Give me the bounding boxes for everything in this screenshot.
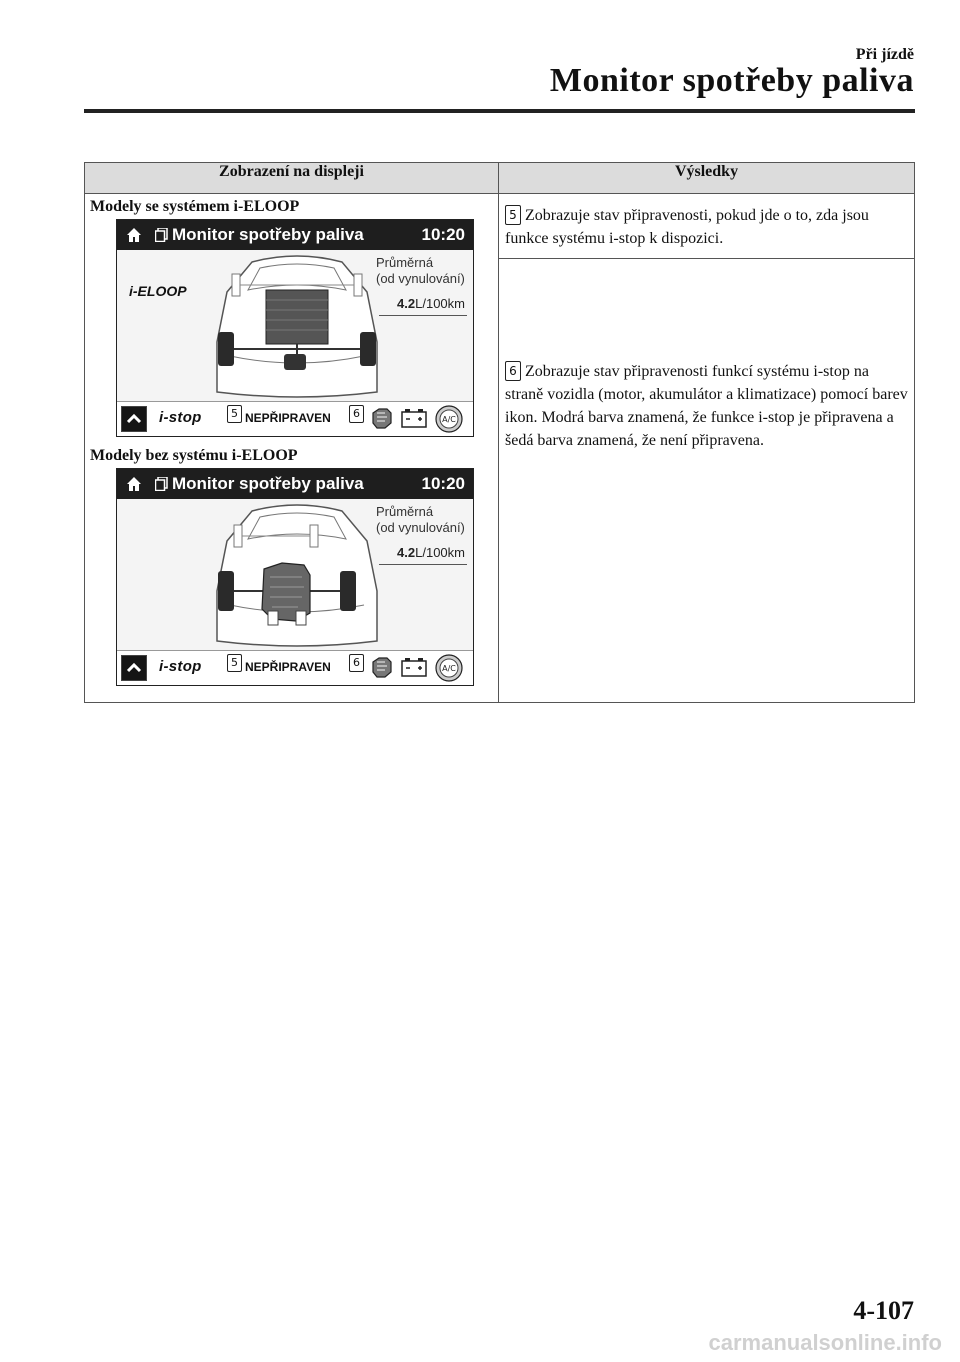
page-title: Monitor spotřeby paliva [549, 62, 914, 99]
average-title: Průměrná [376, 504, 434, 519]
screen-title: Monitor spotřeby paliva [172, 474, 364, 493]
average-label [376, 504, 465, 536]
engine-icon [369, 654, 395, 680]
battery-icon [400, 407, 428, 429]
collapse-button[interactable] [121, 406, 147, 432]
table-header-row [85, 163, 915, 194]
col-header-results: Výsledky [499, 163, 915, 194]
callout-6: 6 [349, 405, 368, 423]
average-title: Průměrná [376, 255, 434, 270]
result-cell-6 [499, 259, 915, 703]
ac-text: A/C [442, 664, 456, 673]
header-rule [84, 109, 915, 113]
average-underline [379, 315, 467, 316]
screen-topbar [117, 469, 473, 499]
average-value [397, 545, 465, 560]
ac-text: A/C [442, 415, 456, 424]
callout-6-label: 6 [505, 361, 521, 381]
average-subtitle: (od vynulování) [376, 271, 465, 286]
display-screen-no-eloop [116, 468, 474, 686]
average-label [376, 255, 465, 287]
istop-status: NEPŘIPRAVEN [245, 411, 331, 425]
battery-icon [400, 656, 428, 678]
istop-label: i-stop [159, 409, 202, 426]
document-icon [155, 477, 168, 491]
average-number: 4.2 [397, 545, 416, 560]
average-number: 4.2 [397, 296, 416, 311]
callout-5: 5 [227, 654, 246, 672]
chevron-up-icon [122, 656, 146, 680]
display-cell [85, 194, 499, 703]
average-value [397, 296, 465, 311]
table-row [85, 194, 915, 259]
section-title: Při jízdě [855, 46, 914, 63]
istop-label: i-stop [159, 658, 202, 675]
page-number: 4-107 [853, 1296, 914, 1325]
average-subtitle: (od vynulování) [376, 520, 465, 535]
collapse-button[interactable] [121, 655, 147, 681]
screen-time: 10:20 [421, 225, 465, 244]
info-table [84, 162, 915, 703]
car-diagram [212, 501, 382, 649]
callout-6: 6 [349, 654, 368, 672]
screen-topbar [117, 220, 473, 250]
display-screen-eloop [116, 219, 474, 437]
average-unit: L/100km [415, 545, 465, 560]
eloop-label: i-ELOOP [129, 283, 187, 299]
home-icon [125, 475, 143, 493]
model-label-no-eloop: Modely bez systému i-ELOOP [90, 447, 298, 464]
document-icon [155, 228, 168, 242]
col-header-display: Zobrazení na displeji [85, 163, 499, 194]
car-diagram [212, 252, 382, 400]
chevron-up-icon [122, 407, 146, 431]
engine-icon [369, 405, 395, 431]
model-label-eloop: Modely se systémem i-ELOOP [90, 198, 300, 215]
istop-bar [117, 650, 473, 685]
ac-icon [434, 653, 464, 683]
screen-time: 10:20 [421, 474, 465, 493]
screen-title: Monitor spotřeby paliva [172, 225, 364, 244]
average-underline [379, 564, 467, 565]
average-unit: L/100km [415, 296, 465, 311]
watermark: carmanualsonline.info [708, 1330, 942, 1355]
home-icon [125, 226, 143, 244]
istop-status: NEPŘIPRAVEN [245, 660, 331, 674]
callout-5-label: 5 [505, 205, 521, 225]
result-6-text: Zobrazuje stav připravenosti funkcí systému i-stop na straně vozidla (motor, akumulátor a klimatizace) pomocí barev ikon. Modrá barva znamená, že funkce i-stop je připravena a šedá barva znamená, že není připravena. [505, 362, 908, 449]
result-5-text: Zobrazuje stav připravenosti, pokud jde o to, zda jsou funkce systému i-stop k dispozici. [505, 207, 869, 247]
result-cell-5 [499, 194, 915, 259]
ac-icon [434, 404, 464, 434]
callout-5: 5 [227, 405, 246, 423]
istop-bar [117, 401, 473, 436]
